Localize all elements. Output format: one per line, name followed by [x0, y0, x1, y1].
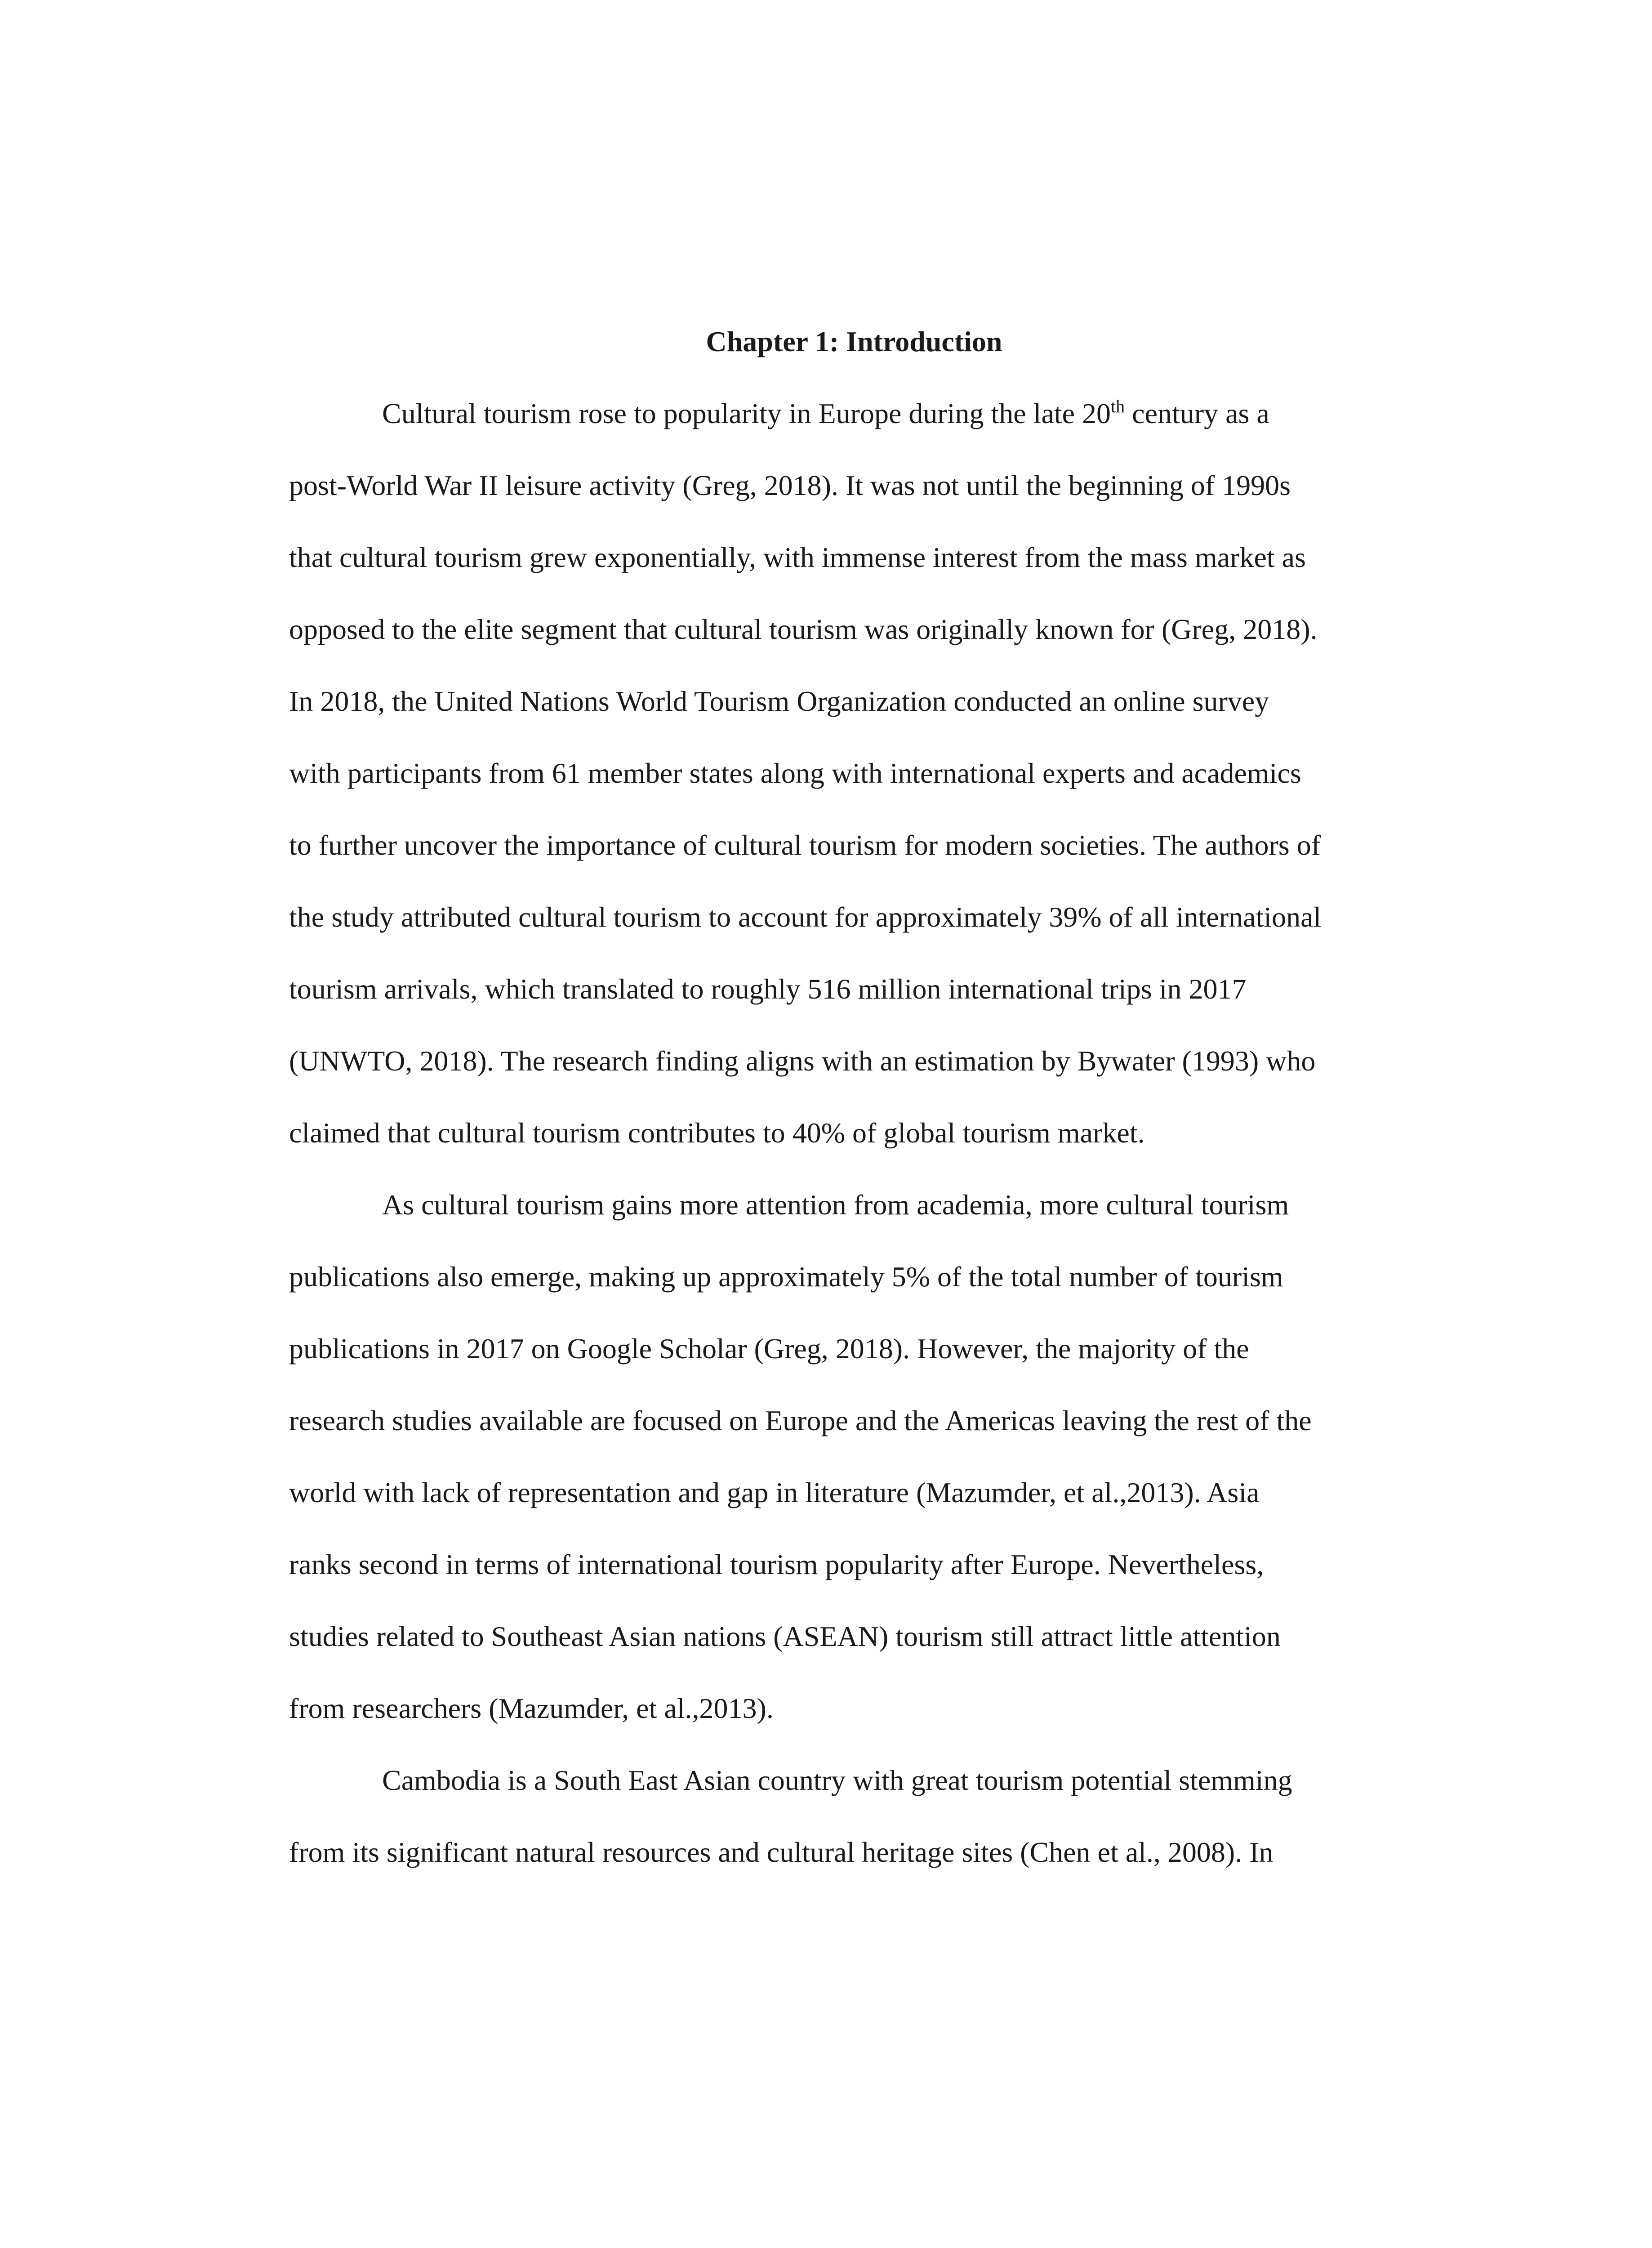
paragraph-line: In 2018, the United Nations World Tourism Organization conducted an online survey [289, 685, 1269, 717]
paragraph-line [382, 387, 1269, 441]
paragraph-line: As cultural tourism gains more attention from academia, more cultural tourism [382, 1189, 1289, 1221]
paragraph-line: the study attributed cultural tourism to account for approximately 39% of all international [289, 901, 1322, 933]
paragraph-line: with participants from 61 member states along with international experts and academics [289, 757, 1301, 789]
paragraph-line: publications in 2017 on Google Scholar (Greg, 2018). However, the majority of the [289, 1333, 1249, 1365]
chapter-title: Chapter 1: Introduction [706, 326, 1002, 357]
paragraph-line: from its significant natural resources and cultural heritage sites (Chen et al., 2008). In [289, 1836, 1274, 1868]
line-text: Cultural tourism rose to popularity in Europe during the late 20 [382, 397, 1111, 429]
line-text: century as a [1125, 397, 1269, 429]
paragraph-line: tourism arrivals, which translated to roughly 516 million international trips in 2017 [289, 973, 1247, 1005]
paragraph-line: post-World War II leisure activity (Greg, 2018). It was not until the beginning of 1990s [289, 469, 1291, 501]
paragraph-line: world with lack of representation and gap in literature (Mazumder, et al.,2013). Asia [289, 1476, 1260, 1508]
paragraph-line: studies related to Southeast Asian nations (ASEAN) tourism still attract little attention [289, 1620, 1281, 1652]
paragraph-line: ranks second in terms of international tourism popularity after Europe. Nevertheless, [289, 1548, 1264, 1580]
paragraph-line: from researchers (Mazumder, et al.,2013). [289, 1692, 774, 1724]
paragraph-line: opposed to the elite segment that cultural tourism was originally known for (Greg, 2018). [289, 613, 1318, 645]
paragraph-line: to further uncover the importance of cultural tourism for modern societies. The authors of [289, 829, 1321, 861]
paragraph-line: research studies available are focused on Europe and the Americas leaving the rest of the [289, 1405, 1312, 1436]
paragraph-line: claimed that cultural tourism contributes to 40% of global tourism market. [289, 1117, 1145, 1149]
paragraph-line: publications also emerge, making up approximately 5% of the total number of tourism [289, 1261, 1283, 1293]
paragraph-line: that cultural tourism grew exponentially, with immense interest from the mass market as [289, 541, 1306, 573]
paragraph-line: Cambodia is a South East Asian country with great tourism potential stemming [382, 1764, 1292, 1796]
superscript: th [1111, 396, 1125, 416]
paragraph-line: (UNWTO, 2018). The research finding aligns with an estimation by Bywater (1993) who [289, 1045, 1316, 1077]
